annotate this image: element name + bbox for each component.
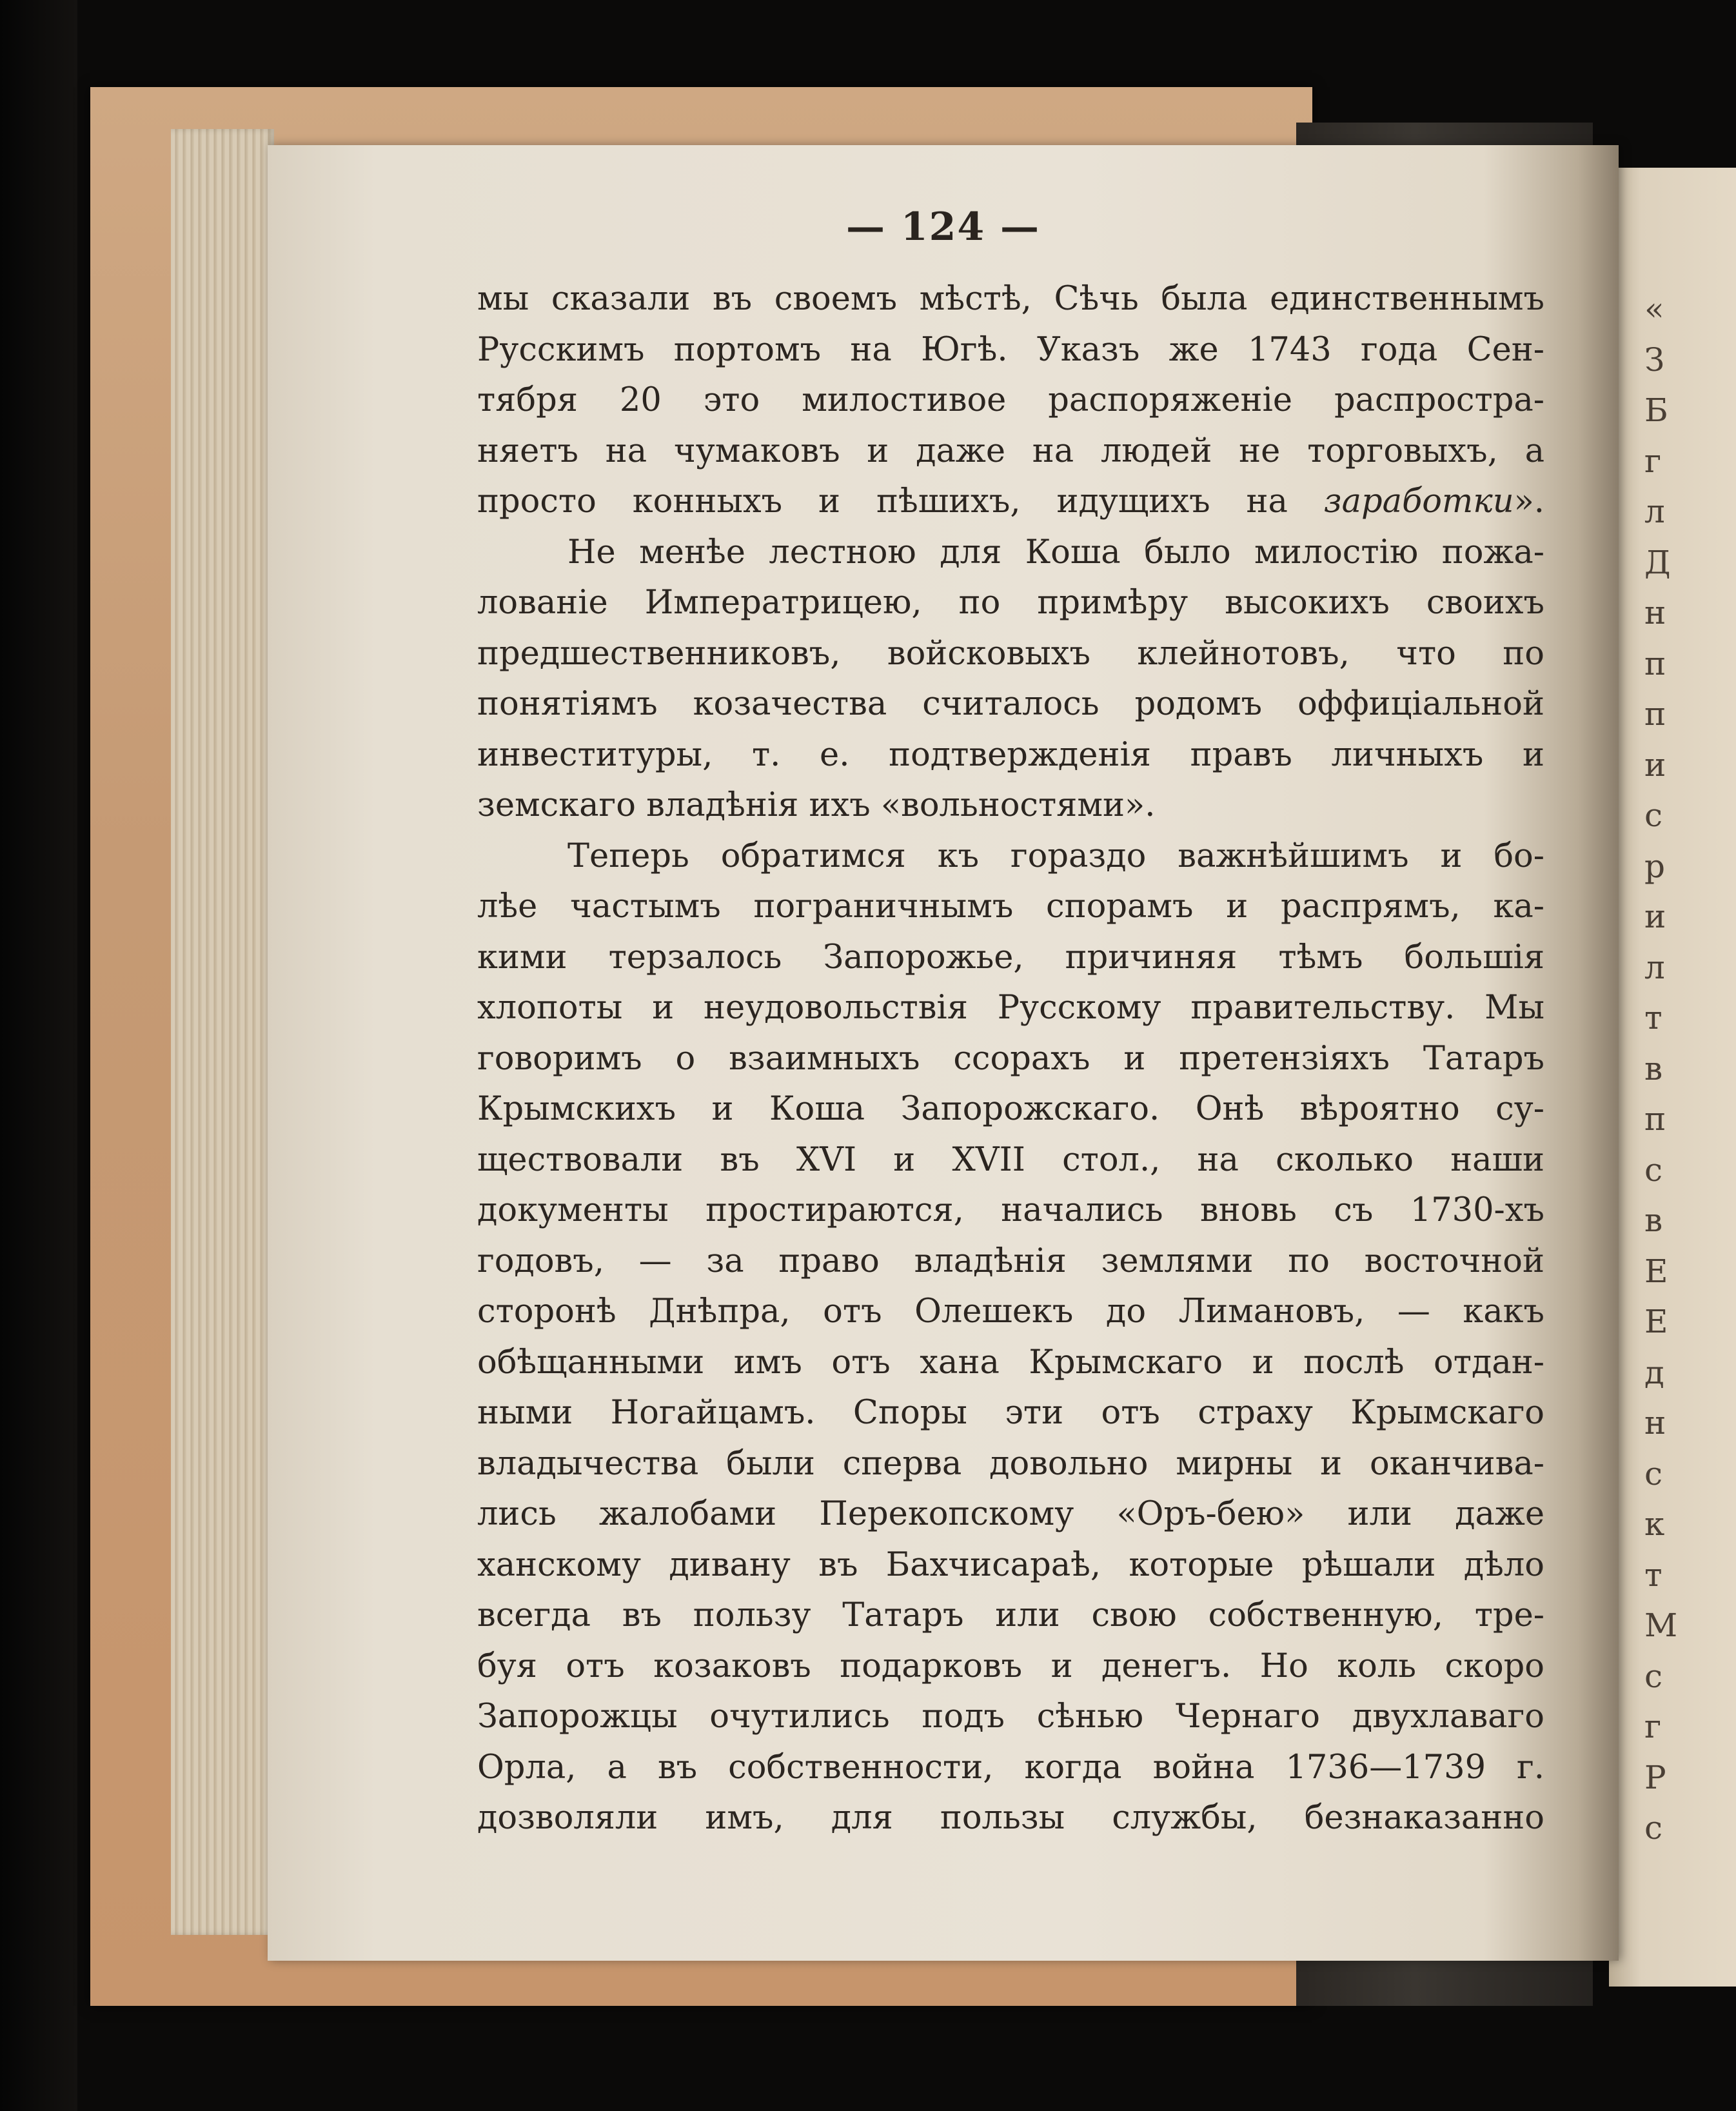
text-line: документы простираются, начались вновь съ 1730-хъ bbox=[477, 1191, 1544, 1229]
page-edges bbox=[171, 129, 274, 1935]
page-text bbox=[477, 274, 1544, 1844]
text-line: владычества были сперва довольно мирны и оканчива- bbox=[477, 1444, 1544, 1483]
text-line: ханскому дивану въ Бахчисараѣ, которые рѣшали дѣло bbox=[477, 1545, 1544, 1584]
text-line-start: просто конныхъ и пѣшихъ, идущихъ на bbox=[477, 482, 1288, 520]
facing-page-letter: с bbox=[1644, 1454, 1663, 1492]
italic-tail: ». bbox=[1514, 482, 1544, 520]
text-line: ными Ногайцамъ. Споры эти отъ страху Крымскаго bbox=[477, 1394, 1544, 1432]
facing-page-letter: Б bbox=[1644, 391, 1668, 429]
facing-page-letter: п bbox=[1644, 695, 1666, 733]
facing-page-letter: т bbox=[1644, 1556, 1662, 1594]
text-line: Русскимъ портомъ на Югѣ. Указъ же 1743 года Сен- bbox=[477, 330, 1544, 369]
text-line: Запорожцы очутились подъ сѣнью Чернаго двухлаваго bbox=[477, 1698, 1544, 1736]
facing-page-letter: в bbox=[1644, 1049, 1663, 1087]
facing-page-fragment bbox=[1609, 168, 1736, 1987]
book-page bbox=[268, 145, 1619, 1961]
paragraph-first-line: Не менѣе лестною для Коша было милостію пожа- bbox=[567, 533, 1544, 571]
facing-page-letter: п bbox=[1644, 1100, 1666, 1138]
text-line: дозволяли имъ, для пользы службы, безнаказанно bbox=[477, 1799, 1544, 1837]
facing-page-letter: л bbox=[1644, 493, 1665, 530]
text-line: кими терзалось Запорожье, причиняя тѣмъ большія bbox=[477, 938, 1544, 976]
facing-page-letter: к bbox=[1644, 1505, 1665, 1543]
text-line: предшественниковъ, войсковыхъ клейнотовъ, что по bbox=[477, 634, 1544, 673]
text-line: сторонѣ Днѣпра, отъ Олешекъ до Лимановъ, — какъ bbox=[477, 1293, 1544, 1331]
text-line: понятіямъ козачества считалось родомъ оффиціальной bbox=[477, 685, 1544, 723]
text-line: Орла, а въ собственности, когда война 1736—1739 г. bbox=[477, 1748, 1544, 1787]
facing-page-letter: с bbox=[1644, 1151, 1663, 1189]
facing-page-letter: Д bbox=[1644, 543, 1671, 581]
facing-page-letter: З bbox=[1644, 341, 1665, 379]
facing-page-letter: л bbox=[1644, 948, 1665, 986]
facing-page-letter: г bbox=[1644, 1708, 1662, 1745]
facing-page-letter: с bbox=[1644, 1657, 1663, 1695]
paragraph-last-line: земскаго владѣнія ихъ «вольностями». bbox=[477, 786, 1156, 824]
text-line: лованіе Императрицею, по примѣру высокихъ своихъ bbox=[477, 584, 1544, 622]
text-line: лись жалобами Перекопскому «Оръ-бею» или даже bbox=[477, 1495, 1544, 1533]
text-line: лѣе частымъ пограничнымъ спорамъ и распрямъ, ка- bbox=[477, 887, 1544, 926]
facing-page-letter: Р bbox=[1644, 1758, 1666, 1796]
text-line: тября 20 это милостивое распоряженіе распростра- bbox=[477, 381, 1544, 419]
facing-page-letter: с bbox=[1644, 1809, 1663, 1847]
text-line: обѣщанными имъ отъ хана Крымскаго и послѣ отдан- bbox=[477, 1343, 1544, 1382]
facing-page-letter: и bbox=[1644, 898, 1666, 935]
facing-page-letters bbox=[1644, 284, 1677, 1854]
text-line-with-italic bbox=[477, 477, 1544, 528]
text-line: няетъ на чумаковъ и даже на людей не торговыхъ, а bbox=[477, 431, 1544, 470]
paragraph-first-line: Теперь обратимся къ гораздо важнѣйшимъ и бо- bbox=[567, 837, 1544, 875]
page-number: — 124 — bbox=[845, 204, 1041, 250]
facing-page-letter: н bbox=[1644, 594, 1666, 631]
text-line: говоримъ о взаимныхъ ссорахъ и претензіяхъ Татаръ bbox=[477, 1039, 1544, 1078]
facing-page-letter: с bbox=[1644, 797, 1663, 834]
facing-page-letter: и bbox=[1644, 746, 1666, 784]
text-line: ществовали въ XVI и XVII стол., на сколько наши bbox=[477, 1140, 1544, 1179]
italic-word: заработки bbox=[1323, 482, 1514, 520]
facing-page-letter: « bbox=[1644, 290, 1664, 328]
text-line: буя отъ козаковъ подарковъ и денегъ. Но коль скоро bbox=[477, 1647, 1544, 1685]
text-line: годовъ, — за право владѣнія землями по восточной bbox=[477, 1242, 1544, 1280]
facing-page-letter: т bbox=[1644, 999, 1662, 1036]
text-line: всегда въ пользу Татаръ или свою собственную, тре- bbox=[477, 1596, 1544, 1634]
facing-page-letter: Е bbox=[1644, 1252, 1668, 1290]
facing-page-letter: М bbox=[1644, 1607, 1678, 1644]
text-line: Крымскихъ и Коша Запорожскаго. Онѣ вѣроятно су- bbox=[477, 1090, 1544, 1128]
text-line: хлопоты и неудовольствія Русскому правительству. Мы bbox=[477, 989, 1544, 1027]
facing-page-letter: Е bbox=[1644, 1303, 1668, 1340]
facing-page-letter: д bbox=[1644, 1353, 1664, 1391]
facing-page-letter: п bbox=[1644, 644, 1666, 682]
facing-page-letter: р bbox=[1644, 847, 1666, 885]
facing-page-letter: в bbox=[1644, 1202, 1663, 1239]
facing-page-letter: н bbox=[1644, 1404, 1666, 1442]
facing-page-letter: г bbox=[1644, 442, 1662, 480]
text-line: инвеституры, т. е. подтвержденія правъ личныхъ и bbox=[477, 735, 1544, 774]
scan-background-left bbox=[0, 0, 77, 2111]
text-line: мы сказали въ своемъ мѣстѣ, Сѣчь была единственнымъ bbox=[477, 280, 1544, 318]
